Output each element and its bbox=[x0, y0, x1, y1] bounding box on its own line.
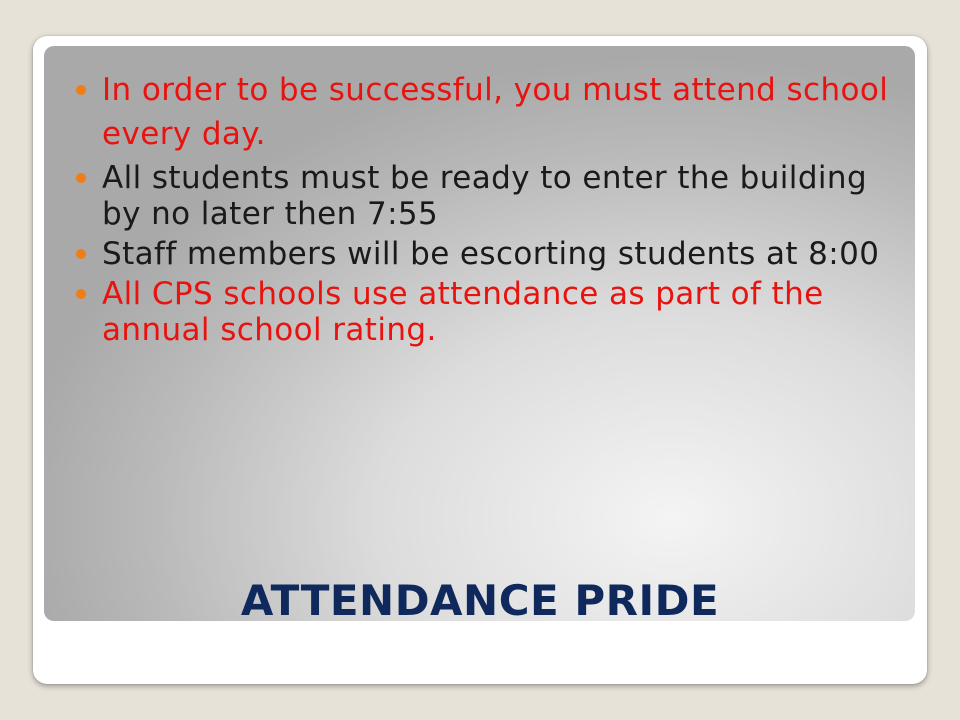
bullet-item bbox=[74, 68, 904, 156]
bullet-dot-icon bbox=[76, 249, 86, 259]
bullet-item bbox=[74, 276, 904, 348]
content-panel bbox=[44, 46, 915, 621]
bullet-dot-icon bbox=[76, 289, 86, 299]
bullet-list bbox=[74, 68, 904, 352]
bullet-text: All CPS schools use attendance as part of the annual school rating. bbox=[102, 276, 824, 348]
bullet-text: Staff members will be escorting students at 8:00 bbox=[102, 236, 880, 272]
bullet-dot-icon bbox=[76, 173, 86, 183]
bullet-item bbox=[74, 160, 904, 232]
slide-title: ATTENDANCE PRIDE bbox=[240, 576, 720, 625]
bullet-dot-icon bbox=[76, 85, 86, 95]
bullet-item bbox=[74, 236, 904, 272]
bullet-text: In order to be successful, you must attend school every day. bbox=[102, 72, 889, 152]
bullet-text: All students must be ready to enter the building by no later then 7:55 bbox=[102, 160, 868, 232]
